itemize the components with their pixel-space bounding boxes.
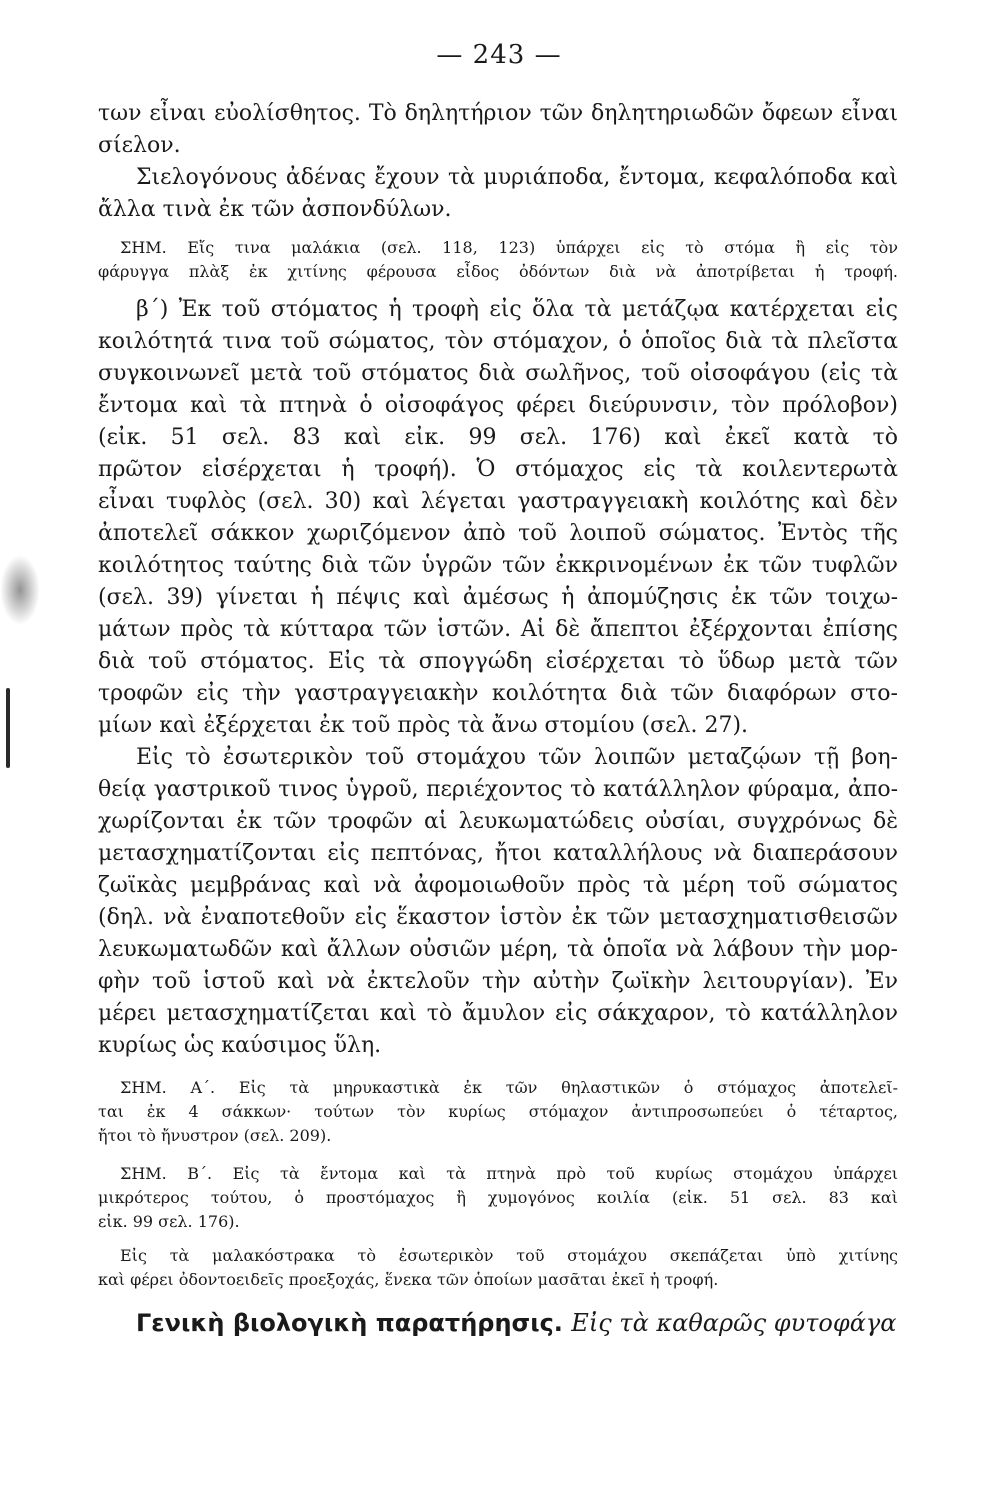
text-line: Εἰς τὸ ἐσωτερικὸν τοῦ στομάχου τῶν λοιπῶν μεταζῴων τῇ βοη- xyxy=(136,745,898,770)
text-line: (δηλ. νὰ ἐναποτεθοῦν εἰς ἕκαστον ἱστὸν ἐκ τῶν μετασχηματισθεισῶν xyxy=(98,905,898,930)
text-line: μετασχηματίζονται εἰς πεπτόνας, ἤτοι καταλλήλους νὰ διαπεράσουν xyxy=(98,841,898,866)
text-line: φὴν τοῦ ἱστοῦ καὶ νὰ ἐκτελοῦν τὴν αὐτὴν ζωϊκὴν λειτουργίαν). Ἐν xyxy=(98,969,898,994)
text-line: των εἶναι εὐολίσθητος. Τὸ δηλητήριον τῶν δηλητηριωδῶν ὄφεων εἶναι xyxy=(98,101,898,126)
note-line: ται ἐκ 4 σάκκων· τούτων τὸν κυρίως στόμαχον ἀντιπροσωπεύει ὁ τέταρτος, xyxy=(98,1102,898,1121)
note-line: εἰκ. 99 σελ. 176). xyxy=(98,1212,240,1231)
text-line: εἶναι τυφλὸς (σελ. 30) καὶ λέγεται γαστραγγειακὴ κοιλότης καὶ δὲν xyxy=(98,489,898,514)
text-line: β΄) Ἐκ τοῦ στόματος ἡ τροφὴ εἰς ὅλα τὰ μετάζῳα κατέρχεται εἰς xyxy=(136,297,898,322)
text-line: μάτων πρὸς τὰ κύτταρα τῶν ἱστῶν. Αἱ δὲ ἄπεπτοι ἐξέρχονται ἐπίσης xyxy=(98,617,898,642)
text-line: κοιλότητος ταύτης διὰ τῶν ὑγρῶν τῶν ἐκκρινομένων ἐκ τῶν τυφλῶν xyxy=(98,553,898,578)
text-line: μέρει μετασχηματίζεται καὶ τὸ ἄμυλον εἰς σάκχαρον, τὸ κατάλληλον xyxy=(98,1001,898,1026)
text-line: Σιελογόνους ἀδένας ἔχουν τὰ μυριάποδα, ἔντομα, κεφαλόποδα καὶ xyxy=(136,165,898,190)
page-number: — 243 — xyxy=(436,40,562,70)
text-line: διὰ τοῦ στόματος. Εἰς τὰ σπογγώδη εἰσέρχεται τὸ ὕδωρ μετὰ τῶν xyxy=(98,649,898,674)
note-line: ΣΗΜ. Β΄. Εἰς τὰ ἔντομα καὶ τὰ πτηνὰ πρὸ τοῦ κυρίως στομάχου ὑπάρχει xyxy=(120,1164,898,1183)
text-line: (σελ. 39) γίνεται ἡ πέψις καὶ ἀμέσως ἡ ἀπομύζησις ἐκ τῶν τοιχω- xyxy=(98,585,898,610)
margin-mark xyxy=(6,688,10,768)
text-line: τροφῶν εἰς τὴν γαστραγγειακὴν κοιλότητα διὰ τῶν διαφόρων στο- xyxy=(98,681,898,706)
text-line: πρῶτον εἰσέρχεται ἡ τροφή). Ὁ στόμαχος εἰς τὰ κοιλεντερωτὰ xyxy=(98,457,898,482)
text-line: χωρίζονται ἐκ τῶν τροφῶν αἱ λευκωματώδεις οὐσίαι, συγχρόνως δὲ xyxy=(98,809,898,834)
note-line: Εἰς τὰ μαλακόστρακα τὸ ἐσωτερικὸν τοῦ στομάχου σκεπάζεται ὑπὸ χιτίνης xyxy=(120,1246,898,1265)
note-line: φάρυγγα πλὰξ ἐκ χιτίνης φέρουσα εἶδος ὀδόντων διὰ νὰ ἀποτρίβεται ἡ τροφή. xyxy=(98,262,898,281)
heading-bold: Γενικὴ βιολογικὴ παρατήρησις. xyxy=(136,1309,563,1337)
text-line: (εἰκ. 51 σελ. 83 καὶ εἰκ. 99 σελ. 176) καὶ ἐκεῖ κατὰ τὸ xyxy=(98,425,898,450)
heading-tail: Εἰς τὰ καθαρῶς φυτοφάγα xyxy=(571,1309,897,1337)
page-body xyxy=(98,98,898,1340)
text-line: κυρίως ὡς καύσιμος ὕλη. xyxy=(98,1033,382,1058)
text-line: σίελον. xyxy=(98,133,181,158)
text-line: ζωϊκὰς μεμβράνας καὶ νὰ ἀφομοιωθοῦν πρὸς τὰ μέρη τοῦ σώματος xyxy=(98,873,898,898)
text-line: ἔντομα καὶ τὰ πτηνὰ ὁ οἰσοφάγος φέρει διεύρυνσιν, τὸν πρόλοβον) xyxy=(98,393,898,418)
text-line: συγκοινωνεῖ μετὰ τοῦ στόματος διὰ σωλῆνος, τοῦ οἰσοφάγου (εἰς τὰ xyxy=(98,361,898,386)
note-line: μικρότερος τούτου, ὁ προστόμαχος ἢ χυμογόνος κοιλία (εἰκ. 51 σελ. 83 καὶ xyxy=(98,1188,898,1207)
text-line: ἀποτελεῖ σάκκον χωριζόμενον ἀπὸ τοῦ λοιποῦ σώματος. Ἐντὸς τῆς xyxy=(98,521,898,546)
note-line: ΣΗΜ. Εἴς τινα μαλάκια (σελ. 118, 123) ὑπάρχει εἰς τὸ στόμα ἢ εἰς τὸν xyxy=(120,238,898,257)
section-heading xyxy=(98,1306,898,1340)
text-line: ἄλλα τινὰ ἐκ τῶν ἀσπονδύλων. xyxy=(98,197,452,222)
text-line: θείᾳ γαστρικοῦ τινος ὑγροῦ, περιέχοντος τὸ κατάλληλον φύραμα, ἀπο- xyxy=(98,777,898,802)
note-line: ΣΗΜ. Α΄. Εἰς τὰ μηρυκαστικὰ ἐκ τῶν θηλαστικῶν ὁ στόμαχος ἀποτελεῖ- xyxy=(120,1078,898,1097)
text-line: μίων καὶ ἐξέρχεται ἐκ τοῦ πρὸς τὰ ἄνω στομίου (σελ. 27). xyxy=(98,713,749,738)
note-line: ἤτοι τὸ ἤνυστρον (σελ. 209). xyxy=(98,1126,332,1145)
note-line: καὶ φέρει ὀδοντοειδεῖς προεξοχάς, ἕνεκα τῶν ὁποίων μασᾶται ἐκεῖ ἡ τροφή. xyxy=(98,1270,719,1289)
scan-smudge xyxy=(0,555,40,625)
text-line: λευκωματωδῶν καὶ ἄλλων οὐσιῶν μέρη, τὰ ὁποῖα νὰ λάβουν τὴν μορ- xyxy=(98,937,898,962)
text-line: κοιλότητά τινα τοῦ σώματος, τὸν στόμαχον, ὁ ὁποῖος διὰ τὰ πλεῖστα xyxy=(98,329,898,354)
